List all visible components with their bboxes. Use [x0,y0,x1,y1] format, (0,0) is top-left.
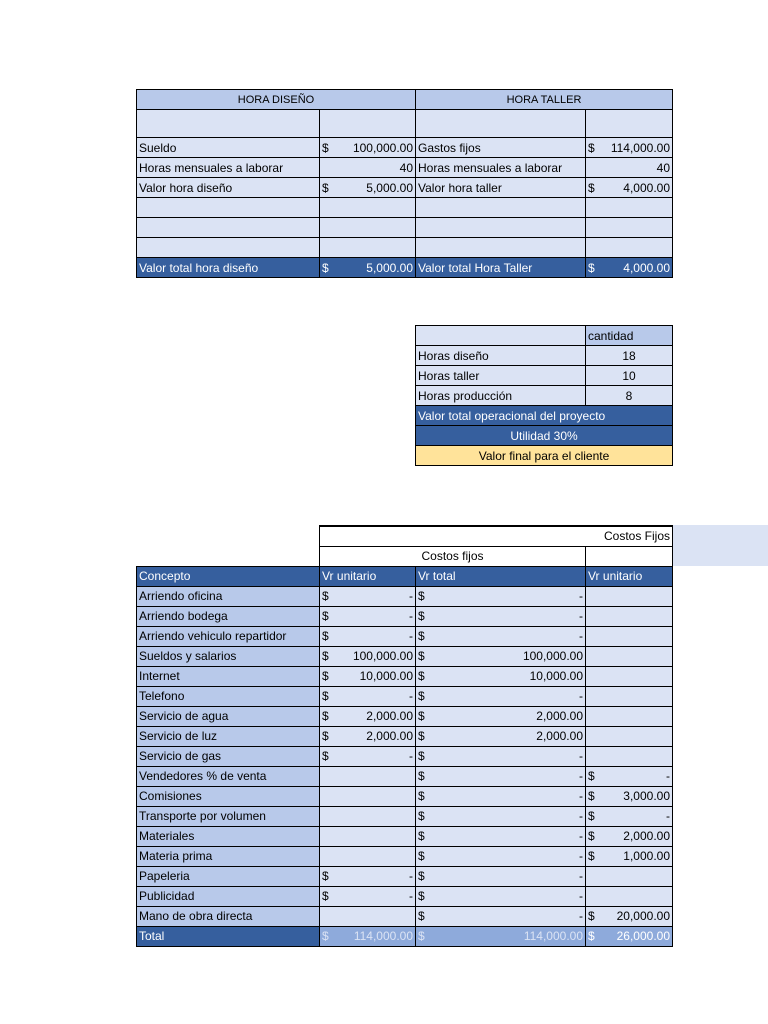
amount: 1,000.00 [623,849,671,863]
amount-cell [320,846,416,866]
row-label: Sueldo [137,138,320,158]
blank-cell [137,526,320,546]
concept-label: Internet [137,666,320,686]
costos-fijos-title: Costos Fijos [320,526,673,546]
row-label: Horas mensuales a laborar [137,158,320,178]
amount-cell [320,586,416,606]
currency-symbol: $ [322,629,329,643]
amount-cell [416,626,586,646]
amount-cell [586,726,673,746]
amount-cell [320,906,416,926]
currency-symbol: $ [588,849,595,863]
currency-symbol: $ [418,589,425,603]
row-label: Valor hora diseño [137,178,320,198]
blank-cell [320,110,416,138]
blank-cell [137,218,320,238]
concept-label: Transporte por volumen [137,806,320,826]
amount: 40 [399,160,413,175]
amount: - [579,629,583,643]
amount: 10,000.00 [529,669,583,683]
currency-symbol: $ [418,829,425,843]
col-concepto: Concepto [137,566,320,586]
row-value: 18 [586,346,673,366]
taller-total-label: Valor total Hora Taller [416,258,586,278]
amount-cell [586,826,673,846]
currency-symbol: $ [322,749,329,763]
amount: 4,000.00 [623,180,671,195]
table-row [137,846,673,866]
col-vr-unitario-2: Vr unitario [586,566,673,586]
row-label: Horas producción [416,386,586,406]
amount: 114,000.00 [610,140,671,155]
amount-cell [416,806,586,826]
currency-symbol: $ [322,669,329,683]
amount-cell [586,786,673,806]
amount-cell [586,746,673,766]
row-label: Valor hora taller [416,178,586,198]
hourly-rates-table [136,89,673,278]
utilidad-row: Utilidad 30% [416,426,673,446]
amount: - [579,609,583,623]
table-row [416,366,673,386]
amount: 5,000.00 [366,260,413,275]
table-row [416,386,673,406]
currency-symbol: $ [322,709,329,723]
currency-symbol: $ [588,789,595,803]
concept-label: Sueldos y salarios [137,646,320,666]
currency-symbol: $ [588,180,595,195]
table-row [137,766,673,786]
blank-cell [320,198,416,218]
hora-taller-header: HORA TALLER [416,90,673,110]
amount-cell [320,706,416,726]
amount: - [409,889,413,903]
amount-cell [320,766,416,786]
currency-symbol: $ [418,789,425,803]
table-row [137,178,673,198]
currency-symbol: $ [418,749,425,763]
amount: 100,000.00 [352,140,413,155]
currency-symbol: $ [322,140,329,155]
blank-cell [320,238,416,258]
table-row [137,726,673,746]
currency-symbol: $ [418,649,425,663]
currency-symbol: $ [322,609,329,623]
amount-cell [320,178,416,198]
concept-label: Arriendo bodega [137,606,320,626]
row-label: Gastos fijos [416,138,586,158]
amount-cell [320,786,416,806]
amount-cell [586,138,673,158]
table-row [137,606,673,626]
costos-fijos-band [672,525,768,566]
blank-cell [416,110,586,138]
amount: 2,000.00 [366,729,413,743]
currency-symbol: $ [418,769,425,783]
blank-cell [137,198,320,218]
table-row [137,586,673,606]
currency-symbol: $ [418,849,425,863]
amount-cell [320,606,416,626]
cantidad-header: cantidad [586,326,673,346]
currency-symbol: $ [322,689,329,703]
amount-cell [416,866,586,886]
amount-cell [320,686,416,706]
amount-cell [320,826,416,846]
table-row [137,746,673,766]
amount: 10,000.00 [359,669,413,683]
currency-symbol: $ [322,180,329,195]
amount: 2,000.00 [536,709,583,723]
currency-symbol: $ [418,709,425,723]
amount-cell [586,846,673,866]
col-vr-unitario: Vr unitario [320,566,416,586]
row-label: Horas mensuales a laborar [416,158,586,178]
amount-cell [586,706,673,726]
amount: - [409,689,413,703]
total-operacional: Valor total operacional del proyecto [416,406,673,426]
concept-label: Arriendo oficina [137,586,320,606]
amount-cell [416,746,586,766]
concept-label: Papeleria [137,866,320,886]
blank-cell [586,238,673,258]
currency-symbol: $ [418,729,425,743]
amount-cell [586,178,673,198]
amount-cell [416,846,586,866]
row-label: Horas taller [416,366,586,386]
currency-symbol: $ [418,689,425,703]
concept-label: Telefono [137,686,320,706]
amount-cell [416,646,586,666]
table-row [137,138,673,158]
concept-label: Materiales [137,826,320,846]
amount-cell [416,706,586,726]
currency-symbol: $ [588,260,595,275]
blank-cell [586,110,673,138]
amount: - [579,689,583,703]
blank-cell [137,110,320,138]
currency-symbol: $ [322,589,329,603]
currency-symbol: $ [322,869,329,883]
currency-symbol: $ [322,889,329,903]
amount-cell [416,586,586,606]
currency-symbol: $ [322,729,329,743]
table-row [137,806,673,826]
valor-final-row: Valor final para el cliente [416,446,673,466]
row-value: 10 [586,366,673,386]
amount-cell [320,158,416,178]
blank-cell [416,198,586,218]
amount: 26,000.00 [616,929,671,943]
table-row [137,646,673,666]
table-row [137,886,673,906]
amount: 40 [656,160,671,175]
amount: 114,000.00 [353,929,413,943]
currency-symbol: $ [418,809,425,823]
col-vr-total: Vr total [416,566,586,586]
total-label: Total [137,926,320,946]
concept-label: Servicio de gas [137,746,320,766]
table-row [137,666,673,686]
currency-symbol: $ [322,649,329,663]
currency-symbol: $ [418,669,425,683]
currency-symbol: $ [588,769,595,783]
currency-symbol: $ [588,929,595,943]
amount: - [579,849,583,863]
amount-cell [320,806,416,826]
table-row [137,866,673,886]
amount: 114,000.00 [523,929,583,943]
amount-cell [320,646,416,666]
concept-label: Publicidad [137,886,320,906]
amount-cell [320,726,416,746]
amount-cell [586,666,673,686]
blank-cell [416,238,586,258]
concept-label: Mano de obra directa [137,906,320,926]
currency-symbol: $ [418,929,425,943]
amount-cell [320,138,416,158]
concept-label: Comisiones [137,786,320,806]
amount: - [409,589,413,603]
amount: 20,000.00 [616,909,671,923]
amount-cell [586,806,673,826]
amount: - [579,809,583,823]
table-row [137,626,673,646]
amount-cell [586,766,673,786]
costos-fijos-subtitle: Costos fijos [320,546,586,566]
table-row [137,826,673,846]
amount-cell [320,886,416,906]
blank-cell [137,546,320,566]
total-vr-total [416,926,586,946]
table-row [137,686,673,706]
blank-cell [320,218,416,238]
currency-symbol: $ [588,829,595,843]
project-hours-table [415,325,673,466]
currency-symbol: $ [322,260,329,275]
amount: - [579,909,583,923]
amount: 2,000.00 [536,729,583,743]
currency-symbol: $ [588,140,595,155]
amount: 100,000.00 [352,649,413,663]
hora-diseno-header: HORA DISEÑO [137,90,416,110]
blank-cell [586,218,673,238]
currency-symbol: $ [418,869,425,883]
table-row [137,786,673,806]
table-row [416,346,673,366]
amount: - [579,589,583,603]
amount-cell [586,586,673,606]
currency-symbol: $ [418,909,425,923]
amount-cell [416,606,586,626]
blank-cell [586,546,673,566]
amount: 2,000.00 [623,829,671,843]
currency-symbol: $ [588,909,595,923]
amount: - [579,789,583,803]
amount: - [579,769,583,783]
amount-cell [320,626,416,646]
amount-cell [416,906,586,926]
amount-cell [416,826,586,846]
amount: 4,000.00 [623,260,671,275]
row-label: Horas diseño [416,346,586,366]
blank-cell [416,326,586,346]
table-row [137,906,673,926]
total-vr-unitario-2 [586,926,673,946]
total-vr-unitario [320,926,416,946]
amount-cell [320,666,416,686]
amount: - [409,609,413,623]
table-row [137,158,673,178]
currency-symbol: $ [418,889,425,903]
concept-label: Servicio de agua [137,706,320,726]
concept-label: Arriendo vehiculo repartidor [137,626,320,646]
amount-cell [586,686,673,706]
amount: - [409,629,413,643]
amount-cell [586,158,673,178]
amount-cell [586,866,673,886]
currency-symbol: $ [588,809,595,823]
currency-symbol: $ [418,629,425,643]
amount: 3,000.00 [623,789,671,803]
blank-cell [416,218,586,238]
amount-cell [416,886,586,906]
table-row [137,706,673,726]
amount: - [579,829,583,843]
amount-cell [320,746,416,766]
amount: - [579,889,583,903]
amount-cell [416,666,586,686]
amount-cell [416,766,586,786]
amount-cell [586,646,673,666]
concept-label: Servicio de luz [137,726,320,746]
amount: 5,000.00 [366,180,413,195]
row-value: 8 [586,386,673,406]
amount: - [409,749,413,763]
amount-cell [586,906,673,926]
amount: 100,000.00 [522,649,583,663]
costs-table [136,525,673,947]
amount: - [579,869,583,883]
amount-cell [586,626,673,646]
amount: 2,000.00 [366,709,413,723]
diseno-total-value [320,258,416,278]
taller-total-value [586,258,673,278]
currency-symbol: $ [322,929,329,943]
amount: - [666,769,671,783]
amount: - [409,869,413,883]
amount-cell [320,866,416,886]
currency-symbol: $ [418,609,425,623]
amount: - [579,749,583,763]
amount-cell [416,686,586,706]
concept-label: Materia prima [137,846,320,866]
amount: - [666,809,671,823]
amount-cell [586,606,673,626]
blank-cell [586,198,673,218]
blank-cell [137,238,320,258]
amount-cell [586,886,673,906]
concept-label: Vendedores % de venta [137,766,320,786]
amount-cell [416,786,586,806]
amount-cell [416,726,586,746]
diseno-total-label: Valor total hora diseño [137,258,320,278]
